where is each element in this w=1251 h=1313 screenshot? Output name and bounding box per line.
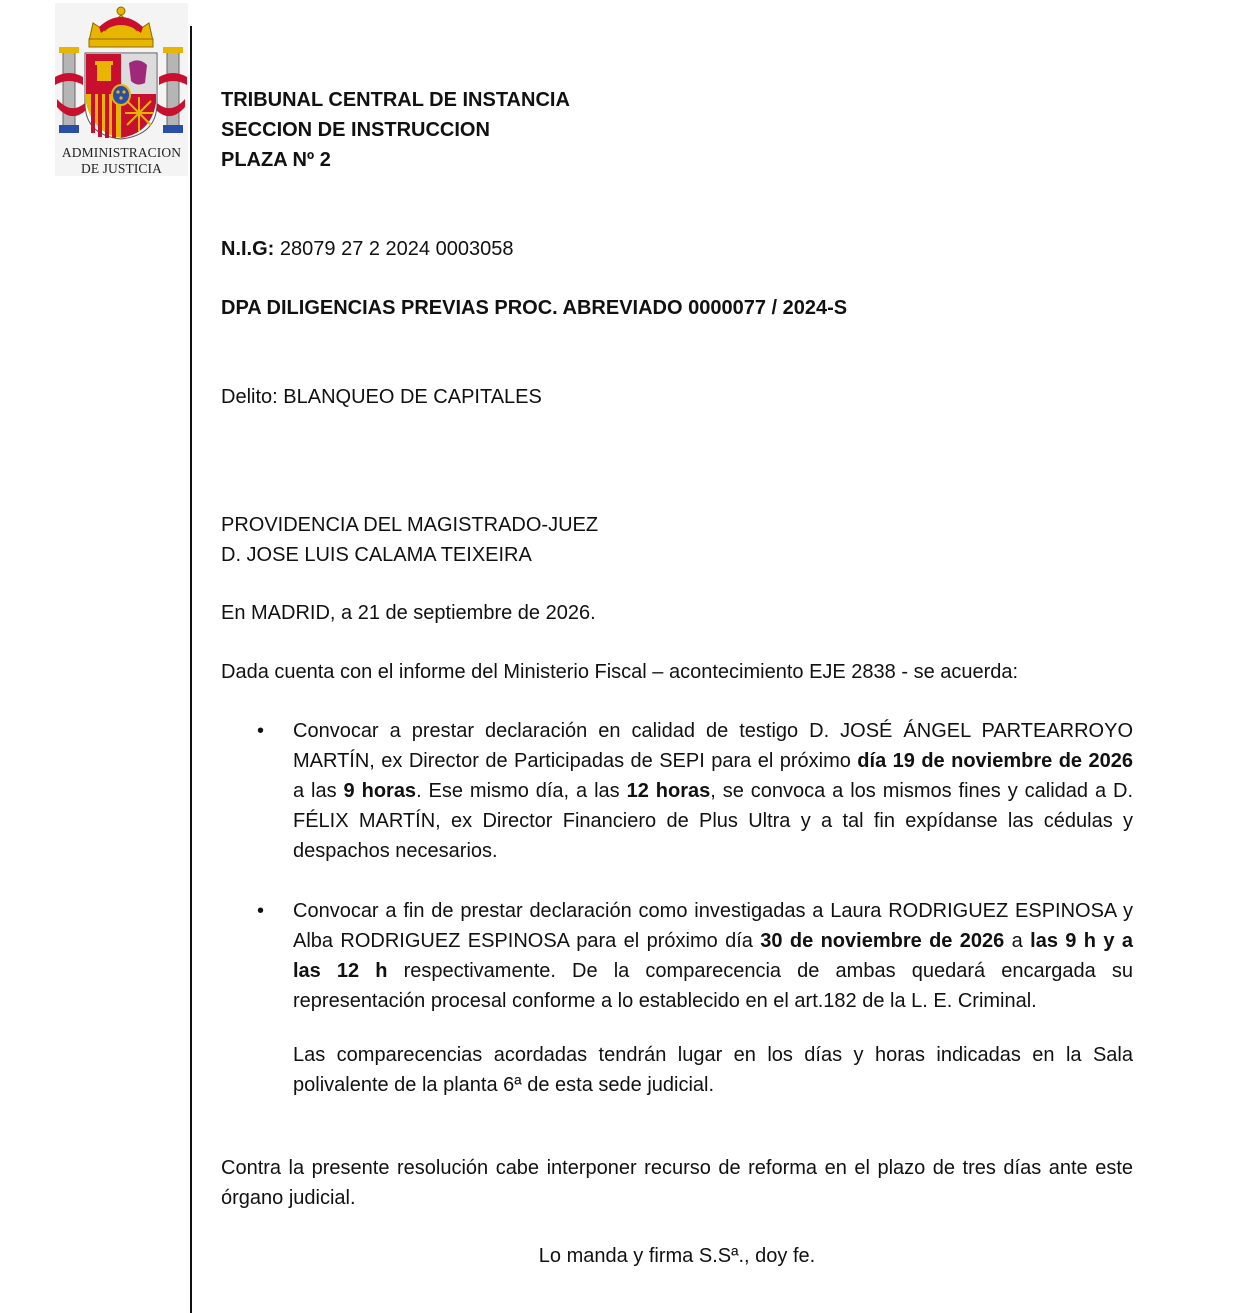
offense-value: BLANQUEO DE CAPITALES <box>283 386 542 408</box>
nig-value: 28079 27 2 2024 0003058 <box>279 238 514 260</box>
item1-text-3: . Ese mismo día, a las <box>416 780 627 802</box>
bullet-icon: • <box>257 720 265 742</box>
item2-text-2: a <box>1004 930 1031 952</box>
logo-caption-line2: DE JUSTICIA <box>81 161 162 176</box>
item1-hour-1: 9 horas <box>343 780 417 802</box>
vertical-margin-rule <box>190 26 192 1313</box>
list-item <box>221 716 1133 866</box>
item2-hours: las 9 h y a las 12 h <box>293 930 1133 982</box>
item1-text-4: , se convoca a los mismos fines y calidad a D. FÉLIX MARTÍN, ex Director Financiero de Plus Ultra y a tal fin expídanse las cédulas y despachos necesarios. <box>293 780 1134 862</box>
court-plaza: PLAZA Nº 2 <box>221 149 331 171</box>
court-header <box>221 85 570 175</box>
date-line: En MADRID, a 21 de septiembre de 2026. <box>221 602 596 624</box>
administracion-justicia-logo <box>55 3 188 176</box>
item1-text-2: a las <box>293 780 344 802</box>
logo-caption-line1: ADMINISTRACION <box>61 145 182 160</box>
court-section: SECCION DE INSTRUCCION <box>221 119 490 141</box>
intro-paragraph: Dada cuenta con el informe del Ministerio Fiscal – acontecimiento EJE 2838 - se acuerda: <box>221 661 1019 683</box>
offense-line <box>221 382 542 412</box>
bullet-icon: • <box>257 900 265 922</box>
judge-name: D. JOSE LUIS CALAMA TEIXEIRA <box>221 544 532 566</box>
item2-location-paragraph: Las comparecencias acordadas tendrán lugar en los días y horas indicadas en la Sala polivalente de la planta 6ª de esta sede judicial. <box>293 1044 1133 1096</box>
providencia-block <box>221 510 598 570</box>
court-name: TRIBUNAL CENTRAL DE INSTANCIA <box>221 89 570 111</box>
item1-date: día 19 de noviembre de 2026 <box>857 750 1133 772</box>
nig-label: N.I.G: <box>221 238 275 260</box>
item1-text-1: Convocar a prestar declaración en calidad de testigo D. JOSÉ ÁNGEL PARTEARROYO MARTÍN, ex Director de Participadas de SEPI para el próximo <box>293 720 1133 772</box>
list-item <box>221 896 1133 1100</box>
signature-line: Lo manda y firma S.Sª., doy fe. <box>538 1245 816 1267</box>
item1-hour-2: 12 horas <box>626 780 711 802</box>
spain-coat-of-arms-icon <box>55 3 188 143</box>
providencia-title: PROVIDENCIA DEL MAGISTRADO-JUEZ <box>221 514 599 536</box>
offense-label: Delito: <box>221 386 278 408</box>
item2-date: 30 de noviembre de 2026 <box>760 930 1005 952</box>
resolutions-list <box>221 716 1133 1100</box>
appeal-notice: Contra la presente resolución cabe interponer recurso de reforma en el plazo de tres días ante este órgano judicial. <box>221 1157 1133 1209</box>
procedure-number: DPA DILIGENCIAS PREVIAS PROC. ABREVIADO 0000077 / 2024-S <box>221 297 848 319</box>
item2-text-3: respectivamente. De la comparecencia de ambas quedará encargada su representación procesal conforme a lo establecido en el art.182 de la L. E. Criminal. <box>293 960 1133 1012</box>
item2-text-1: Convocar a fin de prestar declaración como investigadas a Laura RODRIGUEZ ESPINOSA y Alba RODRIGUEZ ESPINOSA para el próximo día <box>293 900 1133 952</box>
nig-line <box>221 234 513 264</box>
